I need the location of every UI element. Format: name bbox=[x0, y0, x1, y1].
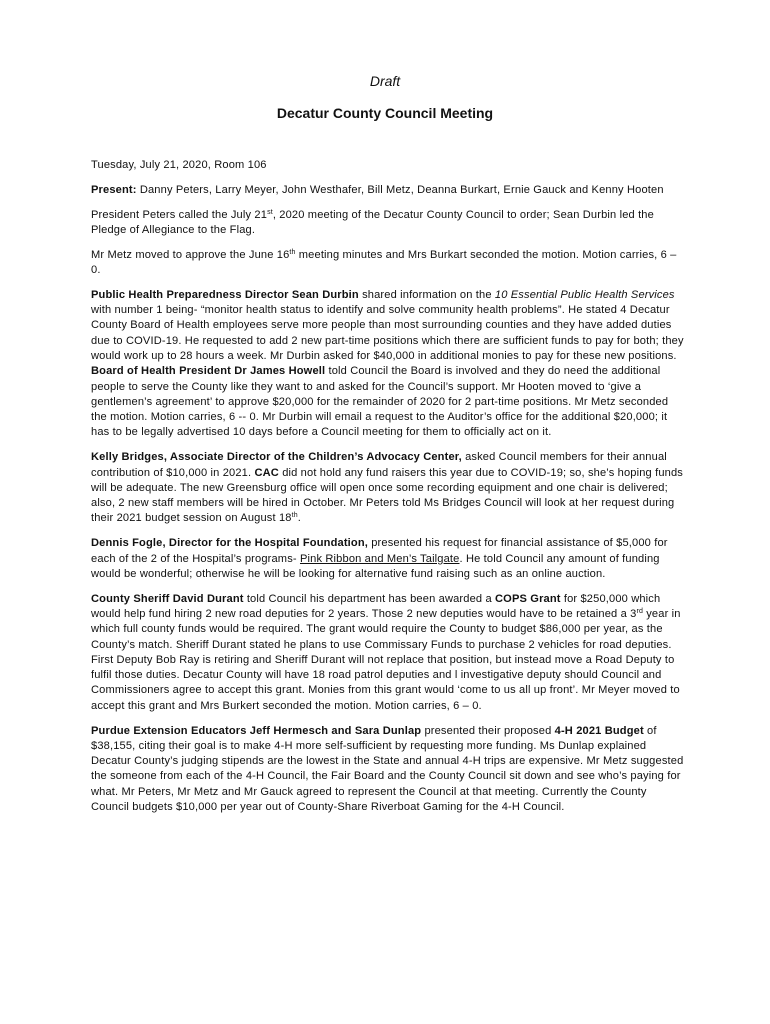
budget-name: 4-H 2021 Budget bbox=[554, 724, 644, 737]
present-label: Present: bbox=[91, 183, 137, 196]
minutes-text-b: meeting minutes and Mrs Burkart seconded the motion. Motion carries, 6 – 0. bbox=[91, 248, 677, 276]
date-line: Tuesday, July 21, 2020, Room 106 bbox=[91, 159, 267, 171]
present-names: Danny Peters, Larry Meyer, John Westhafer, Bill Metz, Deanna Burkart, Ernie Gauck and Kenny Hooten bbox=[136, 183, 664, 196]
speaker-name: Public Health Preparedness Director Sean Durbin bbox=[91, 288, 359, 301]
extension-paragraph bbox=[91, 724, 685, 816]
paragraph-text: for $250,000 which would help fund hiring 2 new road deputies for 2 years. Those 2 new deputies would have to be retained a 3 bbox=[91, 592, 661, 620]
document-body bbox=[91, 158, 685, 825]
paragraph-text: told Council his department has been awarded a bbox=[243, 592, 496, 605]
speaker-name: Purdue Extension Educators Jeff Hermesch and Sara Dunlap bbox=[91, 724, 422, 737]
program-names: Pink Ribbon and Men’s Tailgate bbox=[299, 552, 460, 565]
draft-label: Draft bbox=[369, 73, 401, 89]
ordinal-suffix: st bbox=[267, 208, 273, 216]
document-reference: 10 Essential Public Health Services bbox=[494, 288, 675, 301]
paragraph-text: year in which full county funds would be required. The grant would require the County to budget $86,000 per year, as the County’s match. Sheriff Durant stated he plans to use Commissary Funds to purchase 2 vehicles for road deputies. First Deputy Bob Ray is retiring and Sheriff Durant will not replace that position, but instead move a Road Deputy to fulfil those duties. Decatur County will have 18 road patrol deputies and l investigative deputy should Council and Commissioners agree to accept this grant. Monies from this grant would ‘come to us all up front’. Mr Meyer moved to accept this grant and Mrs Burkert seconded the motion. Motion carries, 6 – 0. bbox=[91, 607, 681, 712]
sheriff-paragraph bbox=[91, 592, 685, 714]
paragraph-text: . He told Council any amount of funding would be wonderful; otherwise he will be looking for alternative fund raising such as an online auction. bbox=[91, 552, 660, 580]
hospital-paragraph bbox=[91, 536, 685, 582]
paragraph-text: did not hold any fund raisers this year due to COVID-19; so, she’s hoping funds will be adequate. The new Greensburg office will open once some recording equipment and one chair is delivered; also, 2 new staff members will be hired in October. Mr Peters told Ms Bridges Council will look at her request during their 2021 budget session on August 18 bbox=[91, 466, 683, 525]
ordinal-suffix: rd bbox=[636, 607, 643, 615]
paragraph-text: shared information on the bbox=[358, 288, 495, 301]
present-paragraph bbox=[91, 183, 685, 198]
ordinal-suffix: th bbox=[291, 512, 298, 520]
speaker-name: Kelly Bridges, Associate Director of the Children’s Advocacy Center, bbox=[91, 451, 462, 464]
paragraph-text: with number 1 being- “monitor health status to identify and solve community health problems”. He stated 4 Decatur County Board of Health employees serve more people than most surrounding counties and they have added duties due to COVID-19. He requested to add 2 new part-time positions which there are sufficient funds to pay for both; they would work up to 28 hours a week. Mr Durbin asked for $40,000 in additional monies to pay for these new positions. bbox=[91, 304, 684, 362]
organization-abbrev: CAC bbox=[254, 466, 279, 479]
call-to-order-text-a: President Peters called the July 21 bbox=[91, 208, 268, 221]
paragraph-text: presented his request for financial assistance of $5,000 for each of the 2 of the Hospital’s programs- bbox=[91, 537, 668, 565]
call-to-order-text-b: , 2020 meeting of the Decatur County Council to order; Sean Durbin led the Pledge of Allegiance to the Flag. bbox=[91, 208, 654, 236]
paragraph-text: of $38,155, citing their goal is to make 4-H more self-sufficient by requesting more funding. Ms Dunlap explained Decatur County’s judging stipends are the lowest in the State and annual 4-H trips are expensive. Mr Metz suggested the someone from each of the 4-H Council, the Fair Board and the County Council sit down and see who’s paying for what. Mr Peters, Mr Metz and Mr Gauck agreed to represent the Council at that meeting. Currently the County Council budgets $10,000 per year out of County-Share Riverboat Gaming for the 4-H Council. bbox=[91, 724, 684, 813]
minutes-text-a: Mr Metz moved to approve the June 16 bbox=[91, 248, 290, 261]
ordinal-suffix: th bbox=[289, 248, 296, 256]
speaker-name: Dennis Fogle, Director for the Hospital Foundation, bbox=[91, 537, 368, 550]
call-to-order-paragraph bbox=[91, 208, 685, 239]
paragraph-text: told Council the Board is involved and they do need the additional people to serve the County like they want to and asked for the Council’s support. Mr Hooten moved to ‘give a gentlemen’s agreement’ to approve $20,000 for the remainder of 2020 for 2 part-time positions. Mr Metz seconded the motion. Motion carries, 6 -- 0. Mr Durbin will email a request to the Auditor’s office for the additional $20,000; it has to be legally advertised 10 days before a Council meeting for them to officially act on it. bbox=[91, 365, 669, 439]
health-paragraph bbox=[91, 288, 685, 441]
paragraph-text: . bbox=[297, 512, 301, 525]
paragraph-text: asked Council members for their annual contribution of $10,000 in 2021. bbox=[91, 451, 667, 479]
minutes-paragraph bbox=[91, 248, 685, 279]
grant-name: COPS Grant bbox=[495, 592, 561, 605]
cac-paragraph bbox=[91, 450, 685, 526]
paragraph-text: presented their proposed bbox=[421, 724, 555, 737]
speaker-name: County Sheriff David Durant bbox=[91, 592, 244, 605]
speaker-name: Board of Health President Dr James Howell bbox=[91, 365, 326, 378]
document-title: Decatur County Council Meeting bbox=[276, 105, 494, 121]
